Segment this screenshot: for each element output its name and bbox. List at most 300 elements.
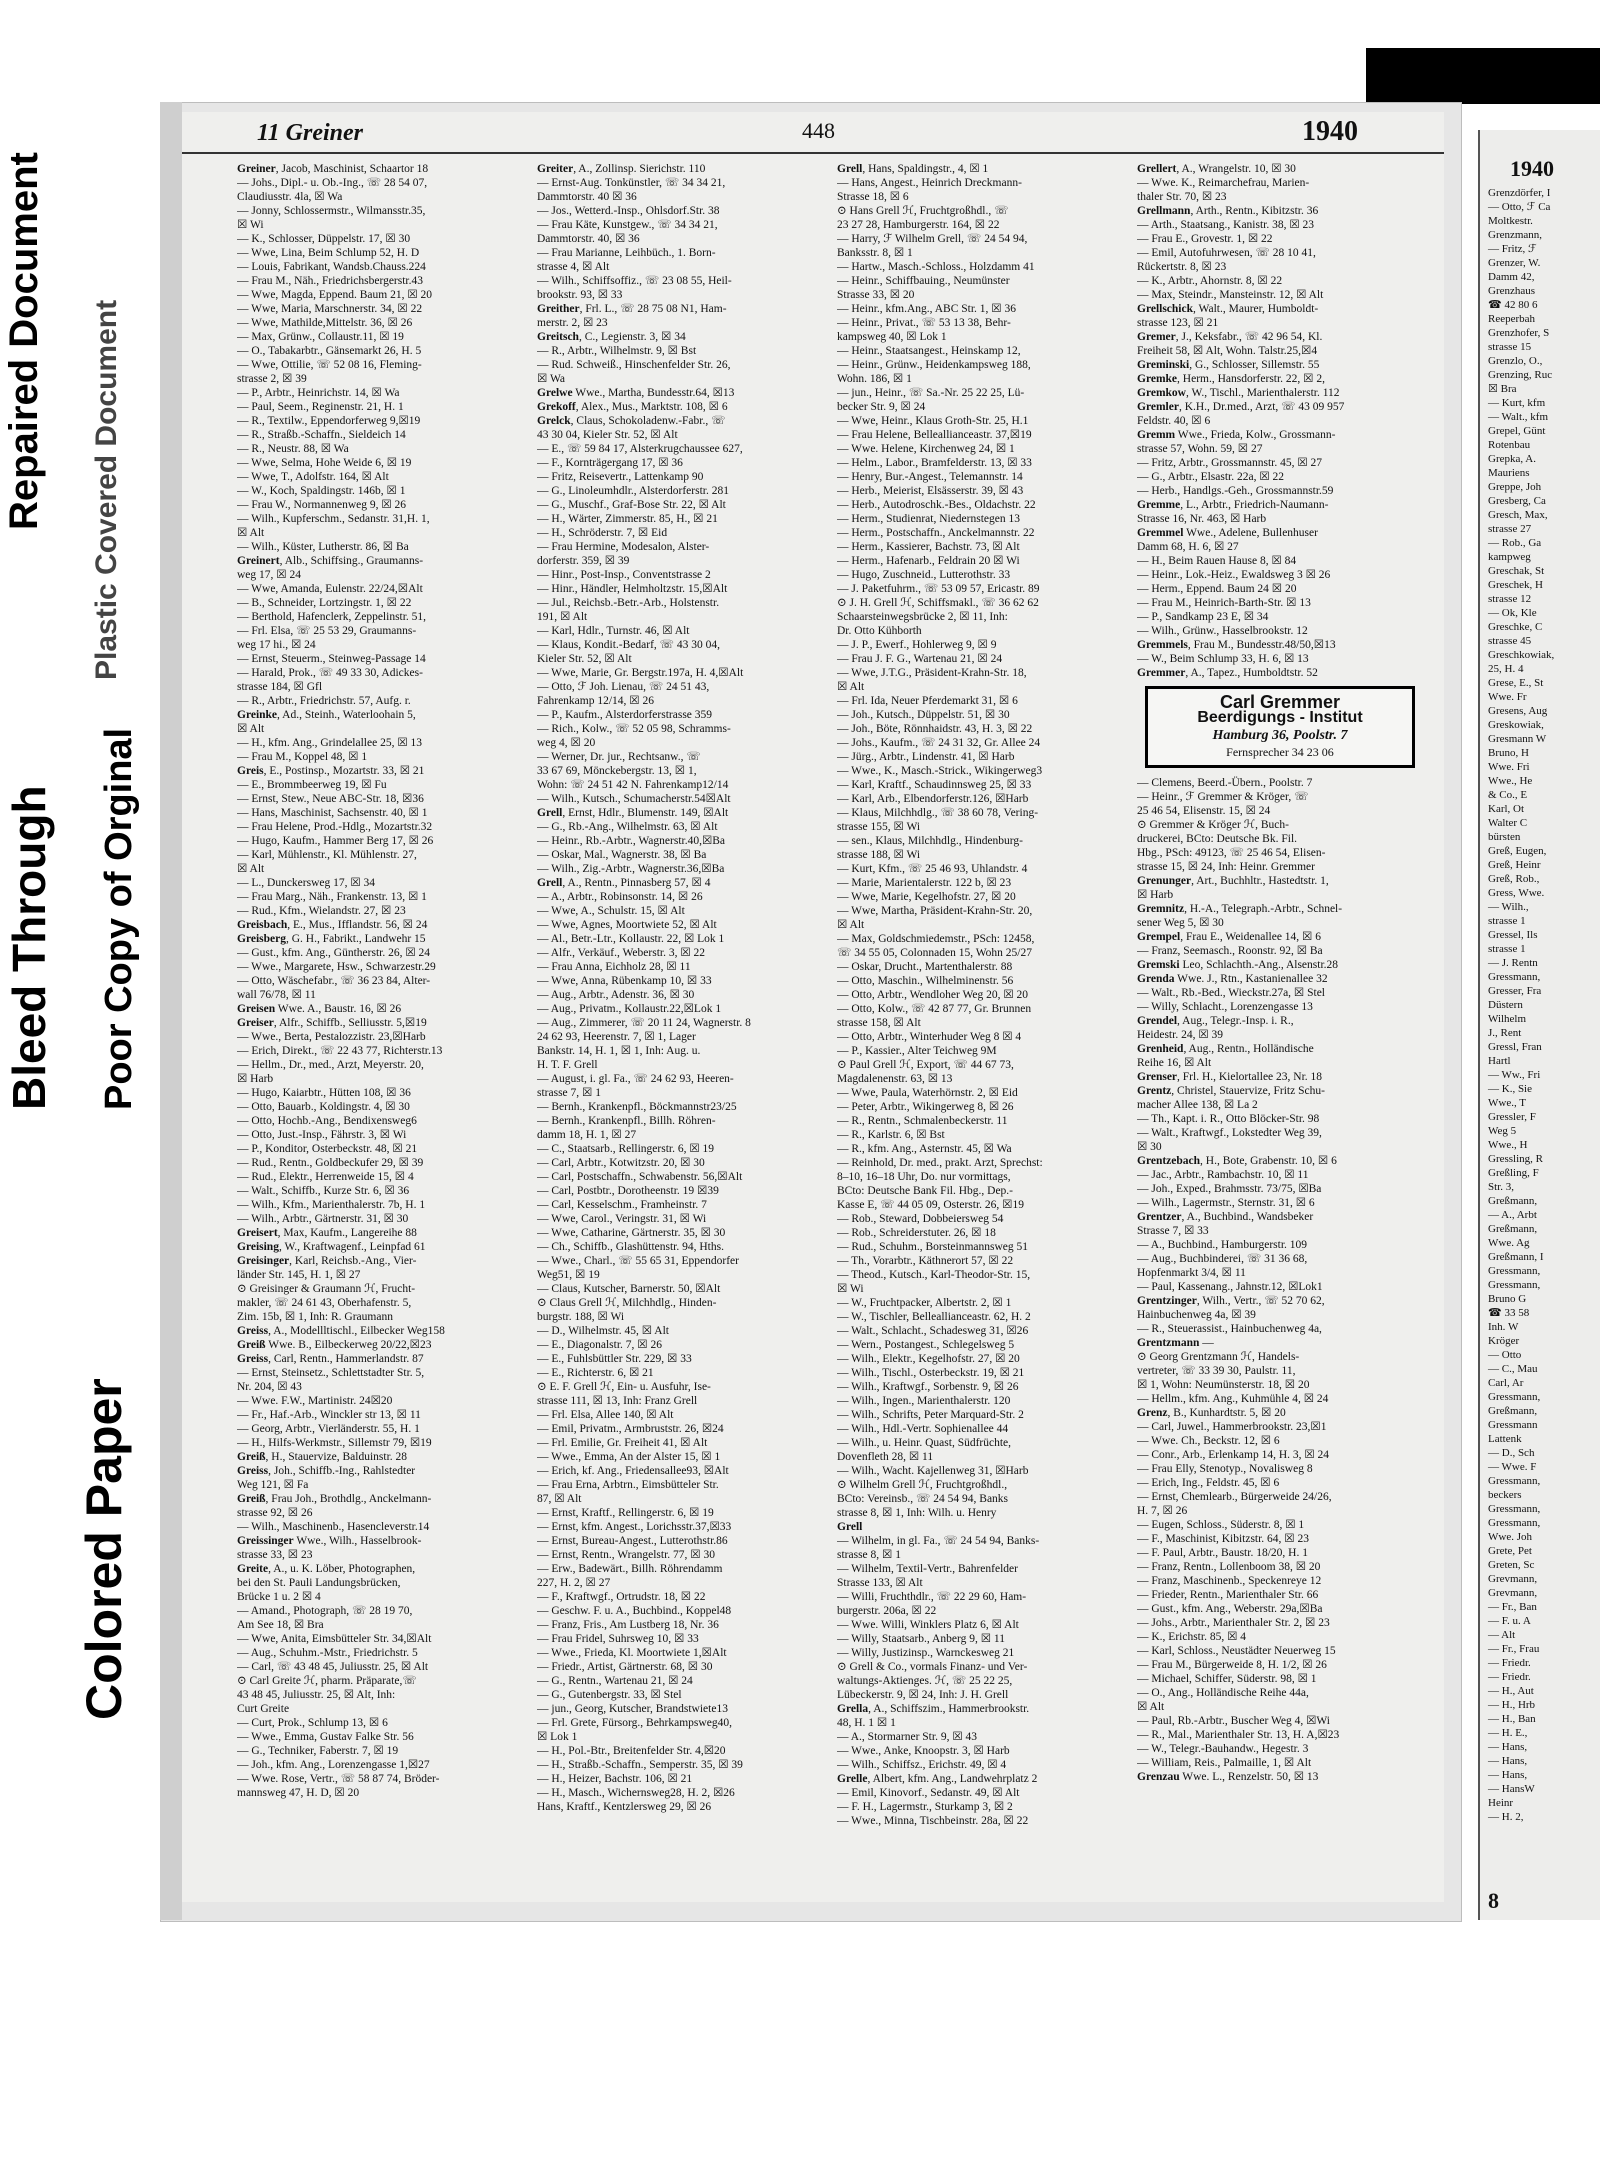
entry-surname: Grenunger bbox=[1137, 875, 1192, 887]
directory-entry: — Erich, kf. Ang., Friedensallee93, ☒Alt bbox=[537, 1465, 729, 1477]
directory-entry: — Franz, Maschinenb., Speckenreye 12 bbox=[1137, 1575, 1322, 1587]
directory-entry: ☒ Alt bbox=[837, 919, 865, 931]
directory-entry: — Frau M., Bürgerweide 8, H. 1/2, ☒ 26 bbox=[1137, 1659, 1327, 1671]
directory-entry: — Ch., Schiffb., Glashüttenstr. 94, Hths. bbox=[537, 1241, 724, 1253]
directory-entry: strasse 158, ☒ Alt bbox=[837, 1017, 921, 1029]
directory-entry: 24 62 93, Heerenstr. 7, ☒ 1, Lager bbox=[537, 1031, 696, 1043]
directory-entry: — Kurt, Kfm., ☏ 25 46 93, Uhlandstr. 4 bbox=[837, 863, 1028, 875]
entry-surname: Greisert bbox=[237, 1227, 278, 1239]
entry-surname: Gremkow bbox=[1137, 387, 1186, 399]
neighbor-line: beckers bbox=[1488, 1489, 1522, 1501]
directory-entry: burgstr. 188, ☒ Wi bbox=[537, 1311, 625, 1323]
neighbor-line: Gressmann, bbox=[1488, 1503, 1541, 1515]
directory-entry: — Heinr., Grünw., Heidenkampsweg 188, bbox=[837, 359, 1031, 371]
directory-entry: — Rob., Schreiderstuter. 26, ☒ 18 bbox=[837, 1227, 996, 1239]
neighbor-line: Gresmann W bbox=[1488, 733, 1547, 745]
neighbor-line: — H. 2, bbox=[1488, 1811, 1524, 1823]
directory-entry: strasse 4, ☒ Alt bbox=[537, 261, 610, 273]
directory-entry: — Wwe, Amanda, Eulenstr. 22/24,☒Alt bbox=[237, 583, 423, 595]
directory-entry: — P., Sandkamp 23 E, ☒ 34 bbox=[1137, 611, 1269, 623]
directory-entry: — Frau M., Heinrich-Barth-Str. ☒ 13 bbox=[1137, 597, 1311, 609]
directory-entry: Greisert, Max, Kaufm., Langereihe 88 bbox=[237, 1227, 417, 1239]
directory-entry: — Hugo, Zuschneid., Lutterothstr. 33 bbox=[837, 569, 1011, 581]
directory-entry: — Arth., Staatsang., Kanistr. 38, ☒ 23 bbox=[1137, 219, 1315, 231]
directory-entry: — Frau Helene, Prod.-Hdlg., Mozartstr.32 bbox=[237, 821, 433, 833]
neighbor-line: Greschek, H bbox=[1488, 579, 1543, 591]
directory-entry: Greiss, Joh., Schiffb.-Ing., Rahlstedter bbox=[237, 1465, 416, 1477]
directory-entry: H. T. F. Grell bbox=[537, 1059, 598, 1071]
directory-entry: BCto: Vereinsb., ☏ 24 54 94, Banks bbox=[837, 1493, 1009, 1505]
entry-surname: Grenzau bbox=[1137, 1771, 1180, 1783]
directory-entry: 87, ☒ Alt bbox=[537, 1493, 582, 1505]
entry-surname: Gremke bbox=[1137, 373, 1178, 385]
directory-entry: Strasse 33, ☒ 20 bbox=[837, 289, 915, 301]
directory-entry: — Walt., Rb.-Bed., Wieckstr.27a, ☒ Stel bbox=[1137, 987, 1326, 999]
directory-entry: strasse 111, ☒ 13, Inh: Franz Grell bbox=[537, 1395, 698, 1407]
directory-entry: — K., Erichstr. 85, ☒ 4 bbox=[1137, 1631, 1247, 1643]
directory-entry: ⊙ J. H. Grell ℋ, Schiffsmakl., ☏ 36 62 62 bbox=[837, 597, 1039, 609]
entry-surname: Grentzebach bbox=[1137, 1155, 1201, 1167]
directory-entry: — P., Arbtr., Heinrichstr. 14, ☒ Wa bbox=[237, 387, 400, 399]
directory-entry: — G., Linoleumhdlr., Alsterdorferstr. 281 bbox=[537, 485, 729, 497]
directory-entry: — Heinr., Rb.-Arbtr., Wagnerstr.40,☒Ba bbox=[537, 835, 726, 847]
directory-entry: Banksstr. 8, ☒ 1 bbox=[837, 247, 913, 259]
directory-entry: — Rud., Schuhm., Borsteinmannsweg 51 bbox=[837, 1241, 1029, 1253]
entry-surname: Greiß bbox=[237, 1339, 266, 1351]
directory-entry: vertreter, ☏ 33 39 30, Paulstr. 11, bbox=[1137, 1365, 1296, 1377]
directory-entry: — Otto, Arbtr., Winterhuder Weg 8 ☒ 4 bbox=[837, 1031, 1022, 1043]
directory-entry: — D., Wilhelmstr. 45, ☒ Alt bbox=[537, 1325, 669, 1337]
neighbor-line: Gressmann, bbox=[1488, 1279, 1541, 1291]
directory-entry: Gremler, K.H., Dr.med., Arzt, ☏ 43 09 957 bbox=[1137, 401, 1345, 413]
directory-entry: — Berthold, Hafenclerk, Zeppelinstr. 51, bbox=[237, 611, 427, 623]
directory-entry: — Karl, Kraftf., Schaudinnsweg 25, ☒ 33 bbox=[837, 779, 1032, 791]
directory-entry: — Jac., Arbtr., Rambachstr. 10, ☒ 11 bbox=[1137, 1169, 1309, 1181]
directory-entry: Am See 18, ☒ Bra bbox=[237, 1619, 324, 1631]
directory-entry: Greisberg, G. H., Fabrikt., Landwehr 15 bbox=[237, 933, 426, 945]
directory-entry: — Wwe., Emma, An der Alster 15, ☒ 1 bbox=[537, 1451, 721, 1463]
directory-entry: — Georg, Arbtr., Vierländerstr. 55, H. 1 bbox=[237, 1423, 420, 1435]
directory-entry: strasse 188, ☒ Wi bbox=[837, 849, 921, 861]
entry-surname: Grentz bbox=[1137, 1085, 1172, 1097]
directory-entry: Lübeckerstr. 9, ☒ 24, Inh: J. H. Grell bbox=[837, 1689, 1009, 1701]
directory-entry: — Frau Erna, Arbtrn., Eimsbütteler Str. bbox=[537, 1479, 719, 1491]
directory-entry: Grekoff, Alex., Mus., Marktstr. 108, ☒ 6 bbox=[537, 401, 728, 413]
directory-entry: Greitsch, C., Legienstr. 3, ☒ 34 bbox=[537, 331, 686, 343]
directory-entry: — Hans, Maschinist, Sachsenstr. 40, ☒ 1 bbox=[237, 807, 428, 819]
entry-surname: Grenda bbox=[1137, 973, 1175, 985]
directory-entry: — Wwe, J.T.G., Präsident-Krahn-Str. 18, bbox=[837, 667, 1027, 679]
directory-entry: — Wilhelm, in gl. Fa., ☏ 24 54 94, Banks- bbox=[837, 1535, 1040, 1547]
directory-entry: — B., Schneider, Lortzingstr. 1, ☒ 22 bbox=[237, 597, 412, 609]
directory-entry: — Wilh., Kraftwgf., Sorbenstr. 9, ☒ 26 bbox=[837, 1381, 1019, 1393]
directory-entry: ☒ 30 bbox=[1137, 1141, 1162, 1153]
entry-surname: Greiss bbox=[237, 1465, 269, 1477]
directory-entry: strasse 57, Wohn. 59, ☒ 27 bbox=[1137, 443, 1263, 455]
directory-entry: — Wwe, Paula, Waterhörnstr. 2, ☒ Eid bbox=[837, 1087, 1018, 1099]
directory-entry: — Hugo, Kaufm., Hammer Berg 17, ☒ 26 bbox=[237, 835, 434, 847]
directory-entry: — Wwe, Magda, Eppend. Baum 21, ☒ 20 bbox=[237, 289, 433, 301]
directory-entry: — Wilh., Grünw., Hasselbrookstr. 12 bbox=[1137, 625, 1308, 637]
directory-entry: — G., Rentn., Wartenau 21, ☒ 24 bbox=[537, 1675, 693, 1687]
entry-surname: Grellmann bbox=[1137, 205, 1191, 217]
entry-surname: Grenz bbox=[1137, 1407, 1168, 1419]
directory-entry: — Otto, Bauarb., Koldingstr. 4, ☒ 30 bbox=[237, 1101, 410, 1113]
directory-entry: — Rud., Rentn., Goldbeckufer 29, ☒ 39 bbox=[237, 1157, 424, 1169]
neighbor-line: Gressmann, bbox=[1488, 971, 1541, 983]
neighbor-line: Gressler, F bbox=[1488, 1111, 1536, 1123]
neighbor-line: Grepka, A. bbox=[1488, 453, 1536, 465]
neighbor-line: Wwe. Fr bbox=[1488, 691, 1527, 703]
directory-entry: Freiheit 58, ☒ Alt, Wohn. Talstr.25,☒4 bbox=[1137, 345, 1318, 357]
entry-surname: Grell bbox=[837, 163, 863, 175]
directory-entry: Nr. 204, ☒ 43 bbox=[237, 1381, 302, 1393]
directory-entry: — E., Diagonalstr. 7, ☒ 26 bbox=[537, 1339, 662, 1351]
entry-surname: Greinke bbox=[237, 709, 278, 721]
ad-subtitle: Beerdigungs - Institut bbox=[1197, 709, 1363, 726]
directory-entry: ☒ Wi bbox=[237, 219, 264, 231]
directory-entry: Claudiusstr. 4la, ☒ Wa bbox=[237, 191, 343, 203]
directory-entry: — Herm., Kassierer, Bachstr. 73, ☒ Alt bbox=[837, 541, 1020, 553]
directory-entry: — C., Staatsarb., Rellingerstr. 6, ☒ 19 bbox=[537, 1143, 715, 1155]
neighbor-lines bbox=[1480, 186, 1600, 1824]
directory-entry: strasse 155, ☒ Wi bbox=[837, 821, 921, 833]
directory-entry: 191, ☒ Alt bbox=[537, 611, 588, 623]
directory-entry: — E., Brommbeerweg 19, ☒ Fu bbox=[237, 779, 387, 791]
entry-surname: Grell bbox=[537, 877, 563, 889]
directory-entry: — Karl, Hdlr., Turnstr. 46, ☒ Alt bbox=[537, 625, 690, 637]
directory-entry: — E., Richterstr. 6, ☒ 21 bbox=[537, 1367, 654, 1379]
directory-entry: Greiss, A., Modellltischl., Eilbecker Weg158 bbox=[237, 1325, 445, 1337]
directory-entry: — Otto, Hochb.-Ang., Bendixensweg6 bbox=[237, 1115, 417, 1127]
entry-surname: Greising bbox=[237, 1241, 279, 1253]
advertisement-box bbox=[1145, 686, 1415, 768]
directory-entry: — R., Steuerassist., Hainbuchenweg 4a, bbox=[1137, 1323, 1322, 1335]
directory-entry: — Herm., Eppend. Baum 24 ☒ 20 bbox=[1137, 583, 1297, 595]
directory-entry: Grella, A., Schiffszim., Hammerbrookstr. bbox=[837, 1703, 1030, 1715]
directory-entry: 25 46 54, Elisenstr. 15, ☒ 24 bbox=[1137, 805, 1271, 817]
directory-entry: ☒ 1, Wohn: Neumünsterstr. 18, ☒ 20 bbox=[1137, 1379, 1310, 1391]
side-label-poor-copy: Poor Copy of Orginal bbox=[98, 727, 140, 1110]
entry-surname: Greinert bbox=[237, 555, 280, 567]
directory-entry: Greite, A., u. K. Löber, Photographen, bbox=[237, 1563, 416, 1575]
directory-entry: — Max, Goldschmiedemstr., PSch: 12458, bbox=[837, 933, 1035, 945]
neighbor-line: Reeperbah bbox=[1488, 313, 1536, 325]
directory-entry: Greising, W., Kraftwagenf., Leinpfad 61 bbox=[237, 1241, 426, 1253]
directory-entry: — Paul, Kassenang., Jahnstr.12, ☒Lok1 bbox=[1137, 1281, 1323, 1293]
directory-entry: — Michael, Schiffer, Süderstr. 98, ☒ 1 bbox=[1137, 1673, 1317, 1685]
neighbor-line: strasse 1 bbox=[1488, 915, 1526, 927]
directory-entry: Grellert, A., Wrangelstr. 10, ☒ 30 bbox=[1137, 163, 1296, 175]
directory-entry: strasse 8, ☒ 1 bbox=[837, 1549, 901, 1561]
directory-entry: — Frau Fridel, Suhrsweg 10, ☒ 33 bbox=[537, 1633, 699, 1645]
directory-entry: Hbg., PSch: 49123, ☏ 25 46 54, Elisen- bbox=[1137, 847, 1326, 859]
neighbor-line: — Fr., Ban bbox=[1488, 1601, 1537, 1613]
directory-entry: weg 17 hi., ☒ 24 bbox=[237, 639, 316, 651]
directory-entry: — Reinhold, Dr. med., prakt. Arzt, Sprechst: bbox=[837, 1157, 1043, 1169]
directory-entry: — J. P., Ewerf., Hohlerweg 9, ☒ 9 bbox=[837, 639, 997, 651]
directory-entry: — F., Maschinist, Kibitzstr. 64, ☒ 23 bbox=[1137, 1533, 1309, 1545]
directory-entry: — Wilh., u. Heinr. Quast, Südfrüchte, bbox=[837, 1437, 1012, 1449]
directory-entry: — Wilh., Wacht. Kajellenweg 31, ☒Harb bbox=[837, 1465, 1029, 1477]
directory-entry: — R., Straßb.-Schaffn., Sieldeich 14 bbox=[237, 429, 406, 441]
directory-entry: ⊙ Greisinger & Graumann ℋ, Frucht- bbox=[237, 1283, 416, 1295]
directory-entry: Magdalenenstr. 63, ☒ 13 bbox=[837, 1073, 953, 1085]
neighbor-line: — C., Mau bbox=[1488, 1363, 1538, 1375]
directory-entry: — Henry, Bur.-Angest., Telemannstr. 14 bbox=[837, 471, 1023, 483]
directory-entry: — W., Tischler, Belleallianceastr. 62, H. 2 bbox=[837, 1311, 1031, 1323]
directory-entry: — Wwe, Lina, Beim Schlump 52, H. D bbox=[237, 247, 420, 259]
directory-entry: sener Weg 5, ☒ 30 bbox=[1137, 917, 1224, 929]
directory-entry: ⊙ Gremmer & Kröger ℋ, Buch- bbox=[1137, 819, 1289, 831]
entry-surname: Grellschick bbox=[1137, 303, 1194, 315]
neighbor-line: — K., Sie bbox=[1488, 1083, 1532, 1095]
neighbor-line: Greskowiak, bbox=[1488, 719, 1544, 731]
directory-entry: Gremm Wwe., Frieda, Kolw., Grossmann- bbox=[1137, 429, 1336, 441]
neighbor-line: Greschak, St bbox=[1488, 565, 1545, 577]
neighbor-year: 1940 bbox=[1510, 156, 1554, 181]
directory-entry: — Gust., kfm. Ang., Güntherstr. 26, ☒ 24 bbox=[237, 947, 431, 959]
directory-entry: Greiß, H., Stauervize, Balduinstr. 28 bbox=[237, 1451, 408, 1463]
neighbor-line: ☎ 42 80 6 bbox=[1488, 299, 1538, 311]
neighbor-line: Carl, Ar bbox=[1488, 1377, 1524, 1389]
directory-entry: strasse 2, ☒ 39 bbox=[237, 373, 307, 385]
directory-entry: — Frau Elly, Stenotyp., Novalisweg 8 bbox=[1137, 1463, 1313, 1475]
side-label-repaired-document: Repaired Document bbox=[2, 152, 46, 530]
directory-entry: dorferstr. 359, ☒ 39 bbox=[537, 555, 630, 567]
directory-entry: strasse 92, ☒ 26 bbox=[237, 1507, 313, 1519]
directory-entry: — Wwe, Agnes, Moortwiete 52, ☒ Alt bbox=[537, 919, 717, 931]
neighbor-line: Gressel, Ils bbox=[1488, 929, 1538, 941]
directory-entry: — Wwe., Emma, Gustav Falke Str. 56 bbox=[237, 1731, 414, 1743]
neighbor-line: Grenzing, Ruc bbox=[1488, 369, 1553, 381]
directory-entry: ⊙ Georg Grentzmann ℋ, Handels- bbox=[1137, 1351, 1300, 1363]
directory-entry: — Wilh., Arbtr., Gärtnerstr. 31, ☒ 30 bbox=[237, 1213, 409, 1225]
directory-entry: ☏ 34 55 05, Colonnaden 15, Wohn 25/27 bbox=[837, 947, 1033, 959]
directory-entry: Grell, Hans, Spaldingstr., 4, ☒ 1 bbox=[837, 163, 989, 175]
directory-entry: — Conr., Arb., Erlenkamp 14, H. 3, ☒ 24 bbox=[1137, 1449, 1330, 1461]
directory-entry: Greisbach, E., Mus., Ifflandstr. 56, ☒ 24 bbox=[237, 919, 428, 931]
neighbor-line: Gresens, Aug bbox=[1488, 705, 1548, 717]
directory-entry: Greisinger, Karl, Reichsb.-Ang., Vier- bbox=[237, 1255, 417, 1267]
directory-entry: — Peter, Arbtr., Wikingerweg 8, ☒ 26 bbox=[837, 1101, 1014, 1113]
directory-entry: — Carl, Juwel., Hammerbrookstr. 23,☒1 bbox=[1137, 1421, 1327, 1433]
directory-entry: Gremkow, W., Tischl., Marienthalerstr. 112 bbox=[1137, 387, 1340, 399]
neighbor-line: — Walt., kfm bbox=[1488, 411, 1549, 423]
neighbor-line: — H., Aut bbox=[1488, 1685, 1534, 1697]
directory-entry: — H., Schröderstr. 7, ☒ Eid bbox=[537, 527, 668, 539]
entry-surname: Grelwe bbox=[537, 387, 573, 399]
directory-entry: Greiß, Frau Joh., Brothdlg., Anckelmann- bbox=[237, 1493, 432, 1505]
directory-entry: Weg 121, ☒ Fa bbox=[237, 1479, 309, 1491]
directory-entry: — Willy, Staatsarb., Anberg 9, ☒ 11 bbox=[837, 1633, 1005, 1645]
directory-entry: Strasse 7, ☒ 33 bbox=[1137, 1225, 1209, 1237]
neighbor-line: — Ww., Fri bbox=[1488, 1069, 1541, 1081]
neighbor-line: — Alt bbox=[1488, 1629, 1516, 1641]
directory-entry: — Werner, Dr. jur., Rechtsanw., ☏ bbox=[537, 751, 701, 763]
directory-entry: — Ernst, Kraftf., Rellingerstr. 6, ☒ 19 bbox=[537, 1507, 714, 1519]
neighbor-line: strasse 15 bbox=[1488, 341, 1532, 353]
directory-entry: Greinert, Alb., Schiffsing., Graumanns- bbox=[237, 555, 424, 567]
directory-entry: — Wwe, T., Adolfstr. 164, ☒ Alt bbox=[237, 471, 389, 483]
neighbor-line: Gressmann bbox=[1488, 1419, 1538, 1431]
side-label-bleed-through: Bleed Through bbox=[3, 785, 55, 1110]
directory-entry: — Otto, Arbtr., Wendloher Weg 20, ☒ 20 bbox=[837, 989, 1029, 1001]
directory-entry: — A., Arbtr., Robinsonstr. 14, ☒ 26 bbox=[537, 891, 703, 903]
directory-entry: Bankstr. 14, H. 1, ☒ 1, Inh: Aug. u. bbox=[537, 1045, 701, 1057]
entry-surname: Greiter bbox=[537, 163, 574, 175]
neighbor-line: bürsten bbox=[1488, 831, 1521, 843]
column-1 bbox=[237, 162, 525, 1902]
directory-entry: strasse 15, ☒ 24, Inh: Heinr. Gremmer bbox=[1137, 861, 1315, 873]
directory-entry: — Walt., Schlacht., Schadesweg 31, ☒26 bbox=[837, 1325, 1029, 1337]
neighbor-line: — F. u. A bbox=[1488, 1615, 1531, 1627]
directory-entry: Greiser, Alfr., Schiffb., Selliusstr. 5,☒19 bbox=[237, 1017, 427, 1029]
directory-entry: Gremski Leo, Schlachth.-Ang., Alsenstr.28 bbox=[1137, 959, 1339, 971]
neighbor-line: Grenzdörfer, I bbox=[1488, 187, 1551, 199]
directory-entry: Strasse 133, ☒ Alt bbox=[837, 1577, 923, 1589]
directory-entry: 8–10, 16–18 Uhr, Do. nur vormittags, bbox=[837, 1171, 1011, 1183]
directory-entry: — Rud. Schweiß., Hinschenfelder Str. 26, bbox=[537, 359, 731, 371]
entry-surname: Gremmels bbox=[1137, 639, 1188, 651]
directory-entry: strasse 123, ☒ 21 bbox=[1137, 317, 1219, 329]
directory-entry: Grenunger, Art., Buchhltr., Hastedtstr. 1, bbox=[1137, 875, 1329, 887]
directory-entry: — Herb., Meierist, Elsässerstr. 39, ☒ 43 bbox=[837, 485, 1024, 497]
directory-entry: Strasse 18, ☒ 6 bbox=[837, 191, 909, 203]
directory-entry: — A., Stormarner Str. 9, ☒ 43 bbox=[837, 1731, 977, 1743]
directory-entry: Dovenfleth 28, ☒ 11 bbox=[837, 1451, 934, 1463]
directory-entry: — Wilh., Schiffsoffiz., ☏ 23 08 55, Heil- bbox=[537, 275, 732, 287]
directory-entry: — Jul., Reichsb.-Betr.-Arb., Holstenstr. bbox=[537, 597, 720, 609]
neighbor-line: Gress, Wwe. bbox=[1488, 887, 1545, 899]
neighbor-line: & Co., E bbox=[1488, 789, 1528, 801]
directory-entry: — Erw., Badewärt., Billh. Röhrendamm bbox=[537, 1563, 723, 1575]
directory-entry: ⊙ Carl Greite ℋ, pharm. Präparate,☏ bbox=[237, 1675, 417, 1687]
directory-entry: Greisen Wwe. A., Baustr. 16, ☒ 26 bbox=[237, 1003, 402, 1015]
directory-entry: ⊙ Wilhelm Grell ℋ, Fruchtgroßhdl., bbox=[837, 1479, 1008, 1491]
neighbor-line: — Ok, Kle bbox=[1488, 607, 1537, 619]
directory-entry: — R., Rentn., Schmalenbeckerstr. 11 bbox=[837, 1115, 1008, 1127]
directory-entry: — Hellm., Dr., med., Arzt, Meyerstr. 20, bbox=[237, 1059, 424, 1071]
directory-entry: — R., Mal., Marienthaler Str. 13, H. A,☒23 bbox=[1137, 1729, 1340, 1741]
directory-entry: ⊙ E. F. Grell ℋ, Ein- u. Ausfuhr, Ise- bbox=[537, 1381, 711, 1393]
directory-entry: — Wilh., Tischl., Osterbeckstr. 19, ☒ 21 bbox=[837, 1367, 1025, 1379]
neighbor-line: strasse 45 bbox=[1488, 635, 1532, 647]
directory-entry: — Herb., Autodroschk.-Bes., Oldachstr. 22 bbox=[837, 499, 1036, 511]
neighbor-line: kampweg bbox=[1488, 551, 1531, 563]
directory-entry: ⊙ Hans Grell ℋ, Fruchtgroßhdl., ☏ bbox=[837, 205, 1009, 217]
directory-entry: — Wwe., Charl., ☏ 55 65 31, Eppendorfer bbox=[537, 1255, 739, 1267]
directory-entry: — Clemens, Beerd.-Übern., Poolstr. 7 bbox=[1137, 777, 1313, 789]
directory-entry: — Wwe., Minna, Tischbeinstr. 28a, ☒ 22 bbox=[837, 1815, 1029, 1827]
entry-surname: Greither bbox=[537, 303, 580, 315]
directory-entry: Grellmann, Arth., Rentn., Kibitzstr. 36 bbox=[1137, 205, 1319, 217]
directory-entry: weg 17, ☒ 24 bbox=[237, 569, 301, 581]
directory-entry: — L., Dunckersweg 17, ☒ 34 bbox=[237, 877, 376, 889]
directory-entry: — G., Rb.-Ang., Wilhelmstr. 63, ☒ Alt bbox=[537, 821, 718, 833]
directory-entry: — Th., Vorarbtr., Käthnerort 57, ☒ 22 bbox=[837, 1255, 1014, 1267]
directory-entry: — Heinr., ℱ Gremmer & Kröger, ☏ bbox=[1137, 791, 1309, 803]
directory-entry: damm 18, H. 1, ☒ 27 bbox=[537, 1129, 637, 1141]
directory-entry: — Wwe. Willi, Winklers Platz 6, ☒ Alt bbox=[837, 1619, 1019, 1631]
directory-entry: Wohn: ☏ 24 51 42 N. Fahrenkamp12/14 bbox=[537, 779, 729, 791]
directory-page bbox=[182, 112, 1444, 1902]
directory-entry: brookstr. 93, ☒ 33 bbox=[537, 289, 623, 301]
entry-surname: Gremnitz bbox=[1137, 903, 1185, 915]
directory-entry: 43 30 04, Kieler Str. 52, ☒ Alt bbox=[537, 429, 678, 441]
directory-entry: — Herb., Handlgs.-Geh., Grossmannstr.59 bbox=[1137, 485, 1334, 497]
directory-entry: — R., Textilw., Eppendorferweg 9,☒19 bbox=[237, 415, 421, 427]
directory-entry: — F., Kornträgergang 17, ☒ 36 bbox=[537, 457, 683, 469]
directory-entry: — Wwe, Marie, Kegelhofstr. 27, ☒ 20 bbox=[837, 891, 1016, 903]
directory-entry: — Carl, Postbtr., Dorotheenstr. 19 ☒39 bbox=[537, 1185, 719, 1197]
directory-entry: — R., Neustr. 88, ☒ Wa bbox=[237, 443, 349, 455]
directory-entry: — Wwe., Berta, Pestalozzistr. 23,☒Harb bbox=[237, 1031, 426, 1043]
entry-surname: Greissinger bbox=[237, 1535, 294, 1547]
entry-surname: Gremler bbox=[1137, 401, 1179, 413]
directory-entry: — Wern., Postangest., Schlegelsweg 5 bbox=[837, 1339, 1015, 1351]
directory-entry: — Rud., Kfm., Wielandstr. 27, ☒ 23 bbox=[237, 905, 406, 917]
entry-surname: Gremm bbox=[1137, 429, 1176, 441]
neighbor-line: Greß, Rob., bbox=[1488, 873, 1540, 885]
directory-entry: — Jos., Wetterd.-Insp., Ohlsdorf.Str. 38 bbox=[537, 205, 720, 217]
directory-entry: — Wilh., Zig.-Arbtr., Wagnerstr.36,☒Ba bbox=[537, 863, 725, 875]
directory-entry: — Karl, Mühlenstr., Kl. Mühlenstr. 27, bbox=[237, 849, 417, 861]
directory-entry: — Harald, Prok., ☏ 49 33 30, Adickes- bbox=[237, 667, 423, 679]
neighbor-line: Kröger bbox=[1488, 1335, 1520, 1347]
directory-entry: — Hellm., kfm. Ang., Kuhmühle 4, ☒ 24 bbox=[1137, 1393, 1329, 1405]
page-binding-shadow bbox=[160, 102, 182, 1920]
directory-entry: — Karl, Arb., Elbendorferstr.126, ☒Harb bbox=[837, 793, 1029, 805]
neighbor-line: Lattenk bbox=[1488, 1433, 1522, 1445]
directory-entry: — Heinr., Schiffbauing., Neumünster bbox=[837, 275, 1010, 287]
directory-entry: — O., Ang., Holländische Reihe 44a, bbox=[1137, 1687, 1309, 1699]
directory-entry: — Johs., Dipl.- u. Ob.-Ing., ☏ 28 54 07, bbox=[237, 177, 428, 189]
entry-surname: Grenser bbox=[1137, 1071, 1178, 1083]
neighbor-line: Karl, Ot bbox=[1488, 803, 1525, 815]
directory-entry: — Wwe., Margarete, Hsw., Schwarzestr.29 bbox=[237, 961, 436, 973]
directory-entry: — Frau W., Normannenweg 9, ☒ 26 bbox=[237, 499, 407, 511]
directory-entry: — Erich, Ing., Feldstr. 45, ☒ 6 bbox=[1137, 1477, 1280, 1489]
neighbor-line: Greßmann, bbox=[1488, 1195, 1538, 1207]
neighbor-line: ☒ Bra bbox=[1488, 383, 1517, 395]
directory-entry: — Wilh., Hdl.-Vertr. Sophienallee 44 bbox=[837, 1423, 1009, 1435]
directory-entry: — Johs., Kaufm., ☏ 24 31 32, Gr. Allee 24 bbox=[837, 737, 1041, 749]
directory-entry: — Wilh., Küster, Lutherstr. 86, ☒ Ba bbox=[237, 541, 409, 553]
neighbor-line: Greßmann, bbox=[1488, 1223, 1538, 1235]
directory-entry: Grentzer, A., Buchbind., Wandsbeker bbox=[1137, 1211, 1314, 1223]
directory-entry: — Carl, Kesselschm., Framheinstr. 7 bbox=[537, 1199, 707, 1211]
entry-surname: Greisbach bbox=[237, 919, 288, 931]
neighbor-line: Wwe. Fri bbox=[1488, 761, 1530, 773]
directory-entry: Gremer, J., Keksfabr., ☏ 42 96 54, Kl. bbox=[1137, 331, 1323, 343]
directory-entry: mannsweg 47, H. D, ☒ 20 bbox=[237, 1787, 360, 1799]
directory-entry: Greminski, G., Schlosser, Sillemstr. 55 bbox=[1137, 359, 1320, 371]
header-year: 1940 bbox=[1302, 116, 1358, 147]
neighbor-line: Walter C bbox=[1488, 817, 1528, 829]
neighbor-line: — Friedr. bbox=[1488, 1671, 1531, 1683]
directory-entry: — R., Arbtr., Friedrichstr. 57, Aufg. r. bbox=[237, 695, 411, 707]
side-label-colored-paper: Colored Paper bbox=[76, 1378, 132, 1720]
directory-entry: — Frau Hermine, Modesalon, Alster- bbox=[537, 541, 710, 553]
page-header bbox=[182, 112, 1444, 154]
neighbor-line: Greß, Heinr bbox=[1488, 859, 1541, 871]
neighbor-line: — H. E., bbox=[1488, 1727, 1528, 1739]
directory-entry: Hopfenmarkt 3/4, ☒ 11 bbox=[1137, 1267, 1246, 1279]
directory-entry: — Oskar, Mal., Wagnerstr. 38, ☒ Ba bbox=[537, 849, 707, 861]
neighbor-line: Grevmann, bbox=[1488, 1573, 1538, 1585]
neighbor-line: — Wwe. F bbox=[1488, 1461, 1537, 1473]
